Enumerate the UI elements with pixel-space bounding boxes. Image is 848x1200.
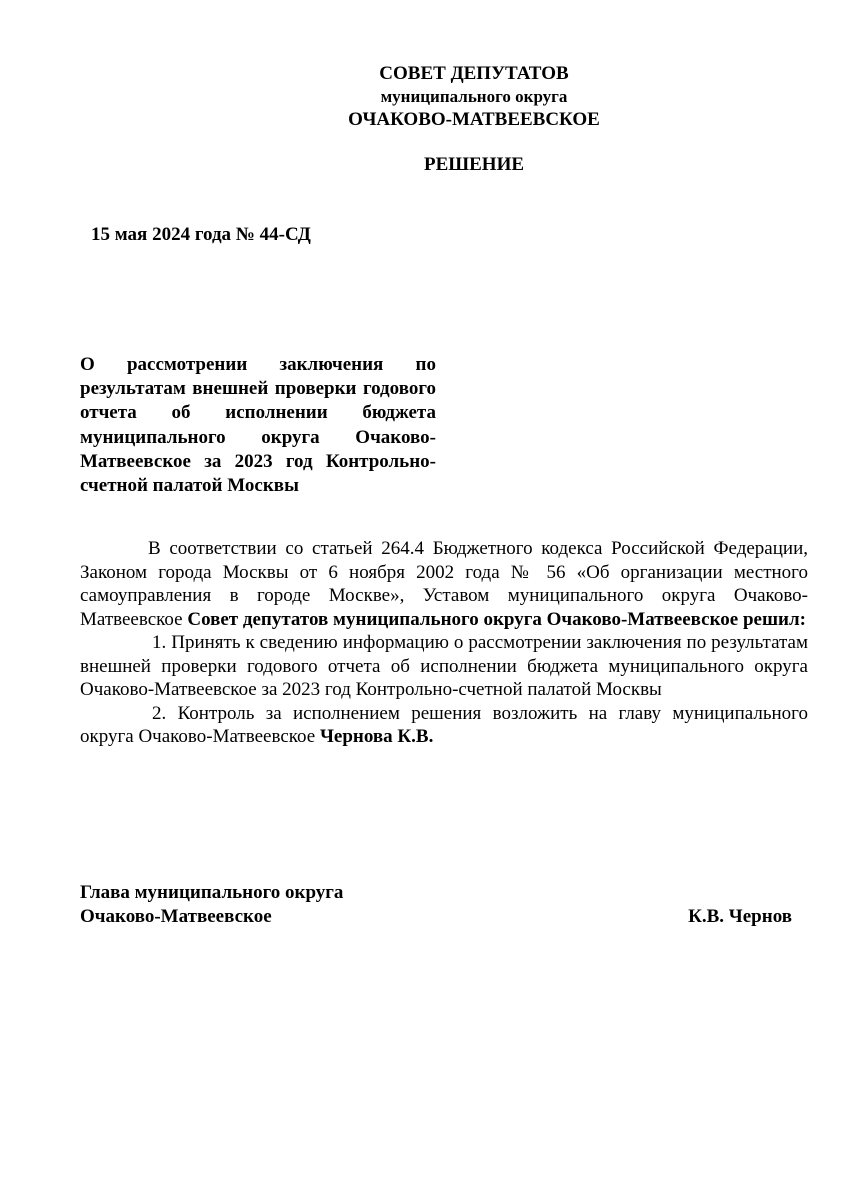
decision-body (80, 537, 808, 749)
signatory-name: К.В. Чернов (688, 906, 792, 927)
item-2-person: Чернова К.В. (319, 726, 434, 747)
district-name: ОЧАКОВО-МАТВЕЕВСКОЕ (348, 109, 600, 130)
signature-row-2 (80, 905, 792, 929)
item-2-text: 2. Контроль за исполнением решения возложить на главу муниципального округа Очаково-Матвеевское (80, 702, 808, 747)
preamble-paragraph (80, 537, 808, 631)
preamble-text: В соответствии со статьей 264.4 Бюджетного кодекса Российской Федерации, Законом города Москвы от 6 ноября 2002 года № 56 «Об организации местного самоуправления в городе Москве», Уставом муниципального округа Очаково-Матвеевское (80, 538, 808, 630)
decision-subject: О рассмотрении заключения по результатам внешней проверки годового отчета об исполнении бюджета муниципального округа Очаково-Матвеевское за 2023 год Контрольно-счетной палатой Москвы (80, 354, 436, 497)
item-1 (80, 631, 808, 702)
document-header (274, 62, 674, 132)
signature-row-1 (80, 881, 792, 905)
document-type: РЕШЕНИЕ (423, 154, 525, 175)
signature-block (80, 881, 792, 929)
preamble-resolution: Совет депутатов муниципального округа Очаково-Матвеевское решил: (187, 608, 806, 630)
council-name: СОВЕТ ДЕПУТАТОВ (379, 63, 569, 84)
signatory-title-line1: Глава муниципального округа (80, 882, 344, 903)
district-type: муниципального округа (380, 87, 568, 106)
date-and-number: 15 мая 2024 года № 44-СД (91, 224, 311, 245)
item-2 (80, 702, 808, 749)
signatory-title-line2: Очаково-Матвеевское (80, 906, 272, 927)
item-1-text: 1. Принять к сведению информацию о рассмотрении заключения по результатам внешней проверки годового отчета об исполнении бюджета муниципального округа Очаково-Матвеевское за 2023 год Контрольно-счетной палатой Москвы (80, 632, 808, 700)
